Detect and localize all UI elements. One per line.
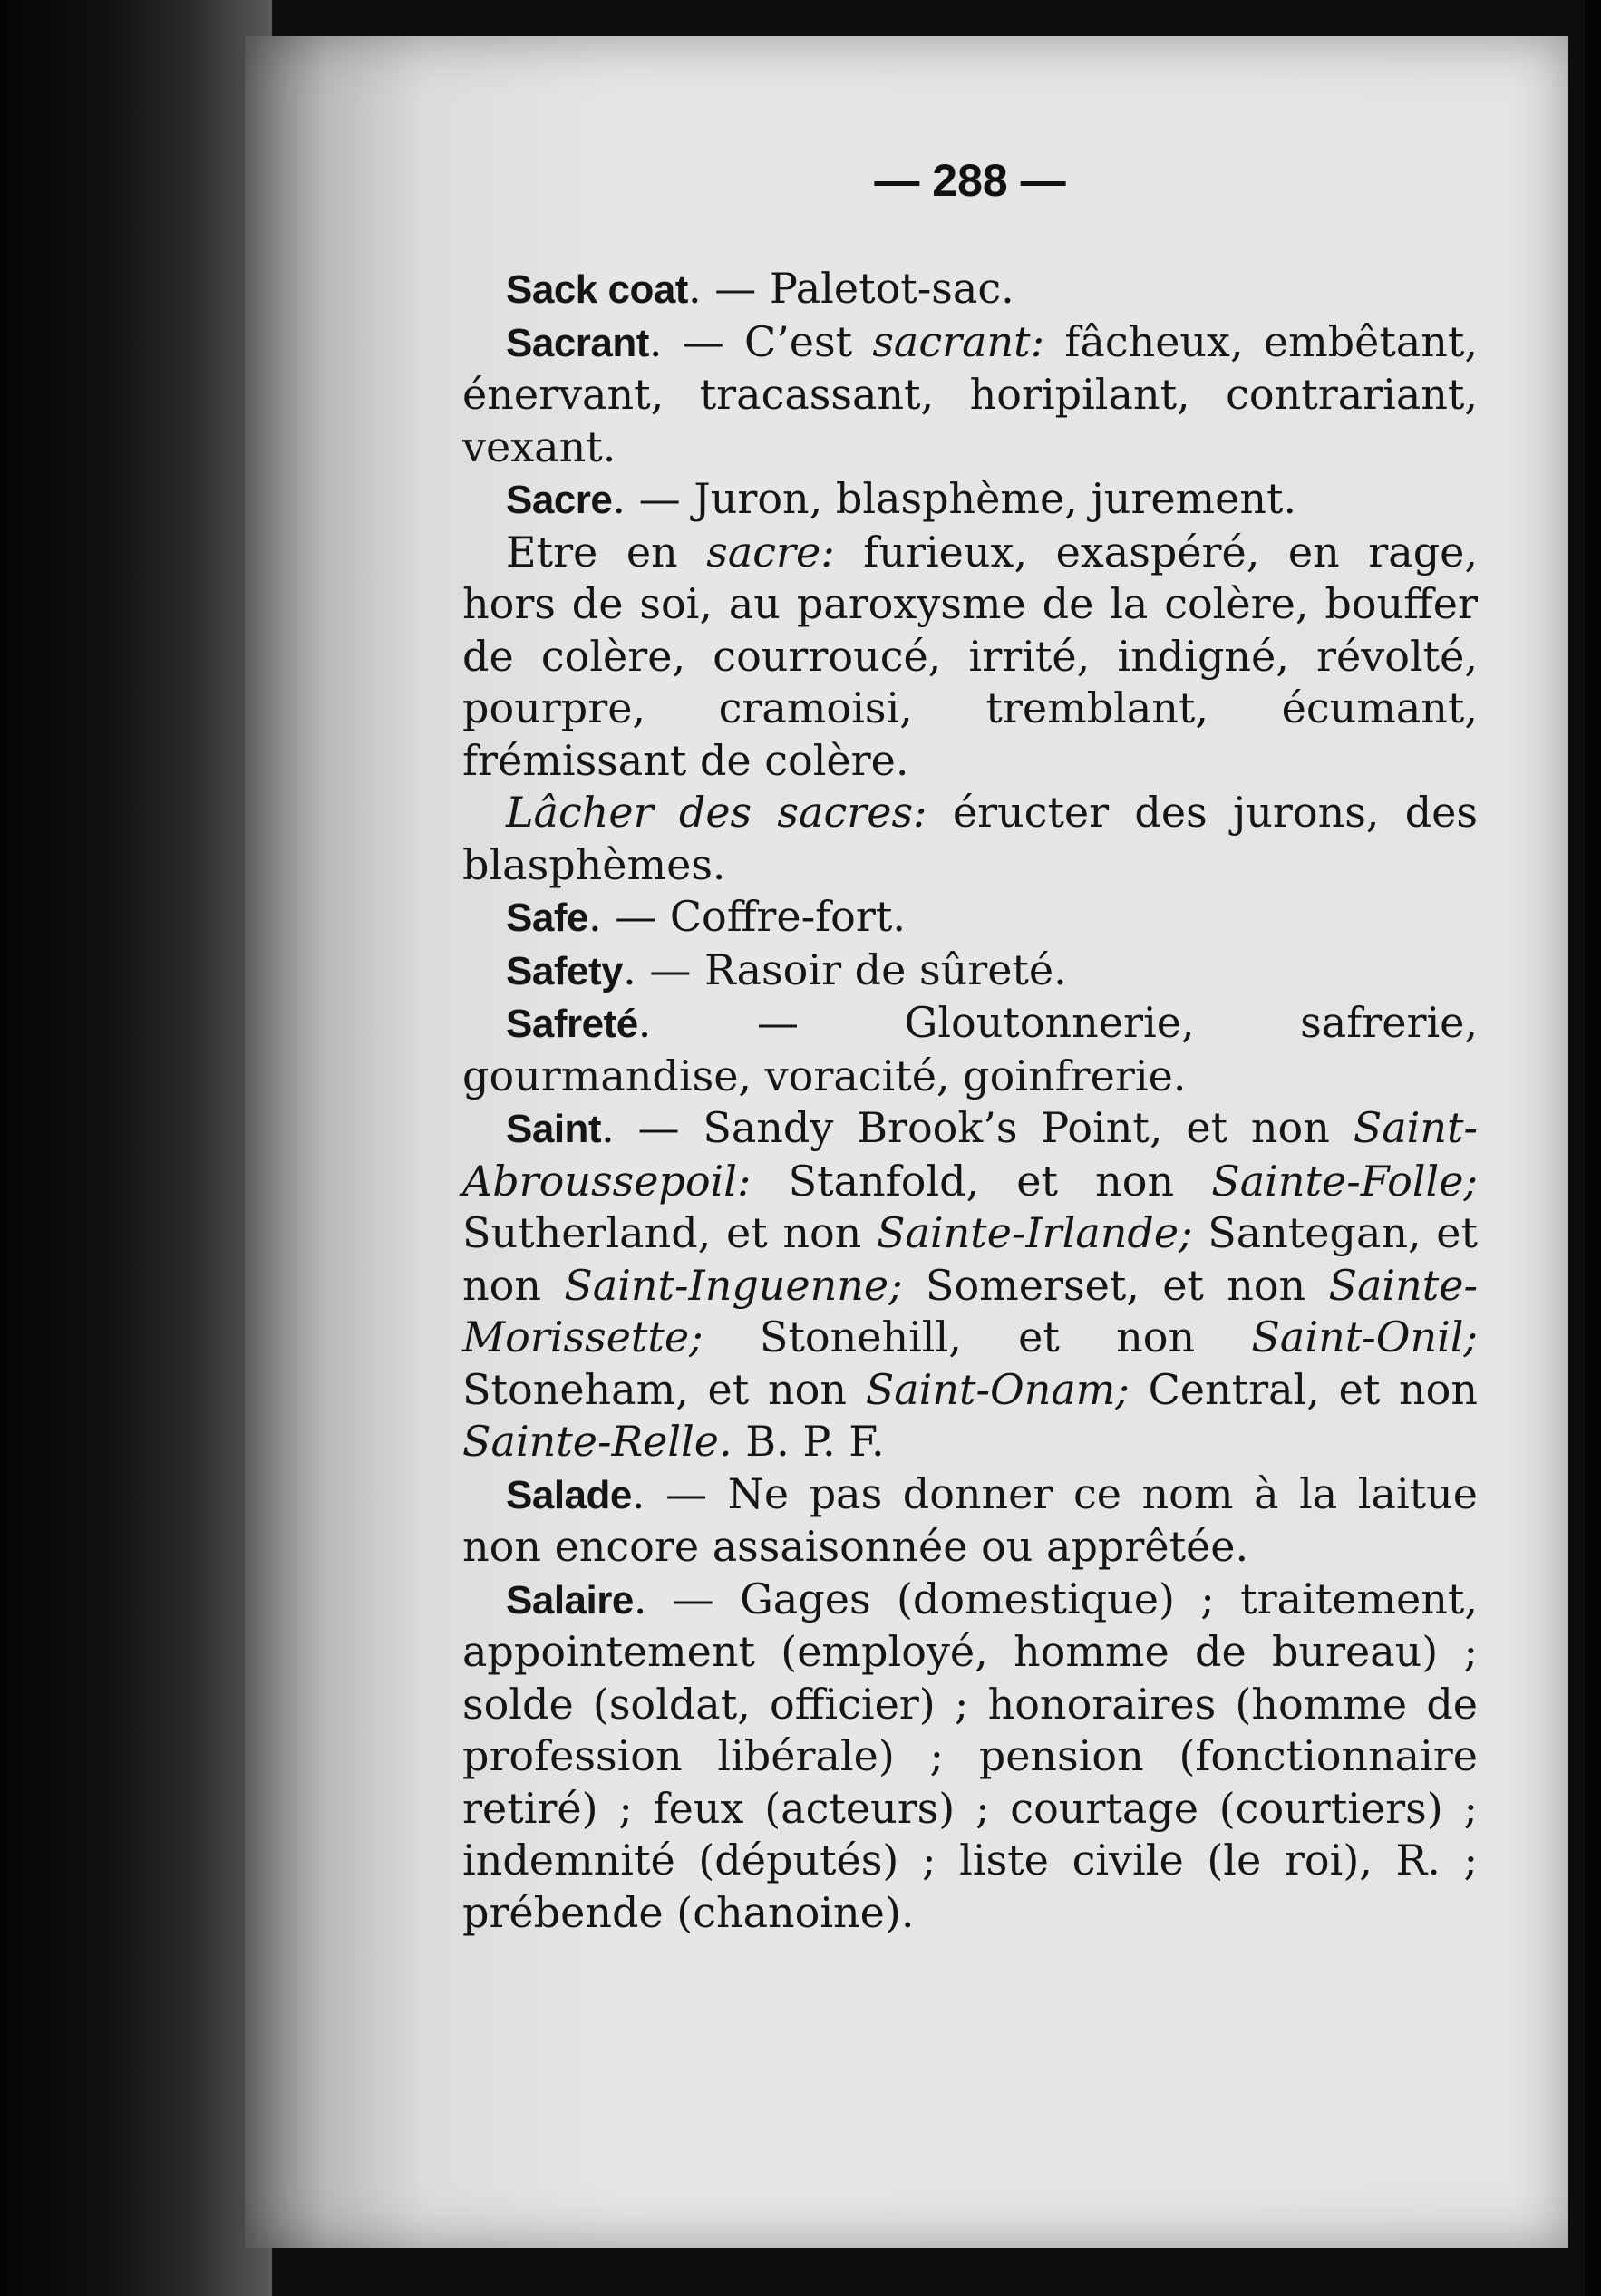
entry-italic-term: Sainte-Folle; bbox=[1211, 1156, 1478, 1206]
entry-italic-term: Saint-Abroussepoil: bbox=[462, 1103, 1478, 1206]
entry-headword: Salade bbox=[506, 1472, 632, 1517]
dictionary-entry bbox=[462, 1468, 1478, 1574]
dictionary-entry bbox=[462, 891, 1478, 945]
entry-text: furieux, exaspéré, en rage, hors de soi, au paroxysme de la colère, bouffer de colère, courroucé, irrité, indigné, révolté, pourpre, cramoisi, tremblant, écumant, frémissant de colère. bbox=[462, 527, 1478, 785]
entry-text: Stonehill, et non bbox=[703, 1313, 1252, 1361]
dictionary-entry bbox=[462, 473, 1478, 527]
entry-text: Etre en bbox=[506, 527, 707, 576]
entry-text: Sutherland, et non bbox=[462, 1208, 877, 1257]
dictionary-entry bbox=[462, 263, 1478, 316]
entry-italic-term: Saint-Inguenne; bbox=[564, 1260, 903, 1310]
entry-headword: Safety bbox=[506, 948, 624, 993]
entry-headword: Saint bbox=[506, 1107, 602, 1151]
entry-italic-term: sacrant: bbox=[872, 316, 1045, 366]
entry-italic-term: Sainte-Morissette; bbox=[462, 1260, 1478, 1361]
dictionary-entry bbox=[462, 787, 1478, 891]
entry-text: éructer des jurons, des blasphèmes. bbox=[462, 788, 1478, 889]
dictionary-entries bbox=[462, 263, 1478, 1939]
entry-headword: Safreté bbox=[506, 1002, 638, 1046]
entry-headword: Sacrant bbox=[506, 320, 649, 365]
book-spine-shadow bbox=[0, 0, 272, 2296]
dictionary-entry bbox=[462, 1574, 1478, 1940]
dictionary-entry bbox=[462, 527, 1478, 788]
entry-text: Somerset, et non bbox=[902, 1260, 1329, 1310]
entry-text: . — C’est bbox=[648, 316, 873, 366]
entry-headword: Salaire bbox=[506, 1577, 634, 1623]
entry-italic-term: sacre: bbox=[706, 527, 835, 576]
dictionary-entry bbox=[462, 997, 1478, 1102]
entry-text: . — Juron, blasphème, jurement. bbox=[612, 474, 1297, 523]
entry-text: . — Paletot-sac. bbox=[687, 264, 1014, 313]
entry-headword: Sack coat bbox=[506, 267, 688, 312]
entry-text: . — Gloutonnerie, safrerie, gourmandise, voracité, goinfrerie. bbox=[462, 998, 1478, 1100]
entry-italic-term: Sainte-Irlande; bbox=[876, 1208, 1193, 1257]
dictionary-entry bbox=[462, 1102, 1478, 1468]
entry-headword: Sacre bbox=[506, 478, 613, 522]
dictionary-entry bbox=[462, 316, 1478, 474]
entry-text: B. P. F. bbox=[732, 1417, 885, 1466]
entry-italic-term: Saint-Onam; bbox=[865, 1364, 1130, 1414]
entry-text: . — Coffre-fort. bbox=[587, 892, 906, 941]
entry-italic-term: Sainte-Relle. bbox=[462, 1417, 733, 1466]
page-right-edge bbox=[1585, 0, 1601, 2296]
page-number: — 288 — bbox=[874, 155, 1066, 206]
entry-text: . — Gages (domestique) ; traitement, appointement (employé, homme de bureau) ; solde (soldat, officier) ; honoraires (homme de profession libérale) ; pension (fonctionnaire retiré) ; feux (acteurs) ; courtage (courtiers) ; indemnité (députés) ; liste civile (le roi), R. ; prébende (chanoine). bbox=[462, 1574, 1478, 1937]
entry-text: Santegan, et non bbox=[462, 1208, 1478, 1310]
entry-text: fâcheux, embêtant, énervant, tracassant, horipilant, contrariant, vexant. bbox=[462, 316, 1478, 471]
entry-text: Central, et non bbox=[1129, 1364, 1478, 1414]
entry-text: Stoneham, et non bbox=[462, 1364, 866, 1414]
entry-text: Stanfold, et non bbox=[751, 1156, 1212, 1206]
entry-text: . — Sandy Brook’s Point, et non bbox=[601, 1103, 1354, 1152]
entry-italic-term: Saint-Onil; bbox=[1251, 1313, 1478, 1361]
entry-headword: Safe bbox=[506, 896, 588, 940]
entry-text: . — Ne pas donner ce nom à la laitue non encore assaisonnée ou apprêtée. bbox=[462, 1468, 1478, 1571]
entry-text: . — Rasoir de sûreté. bbox=[623, 945, 1067, 994]
entry-italic-term: Lâcher des sacres: bbox=[506, 788, 927, 837]
dictionary-entry bbox=[462, 945, 1478, 998]
